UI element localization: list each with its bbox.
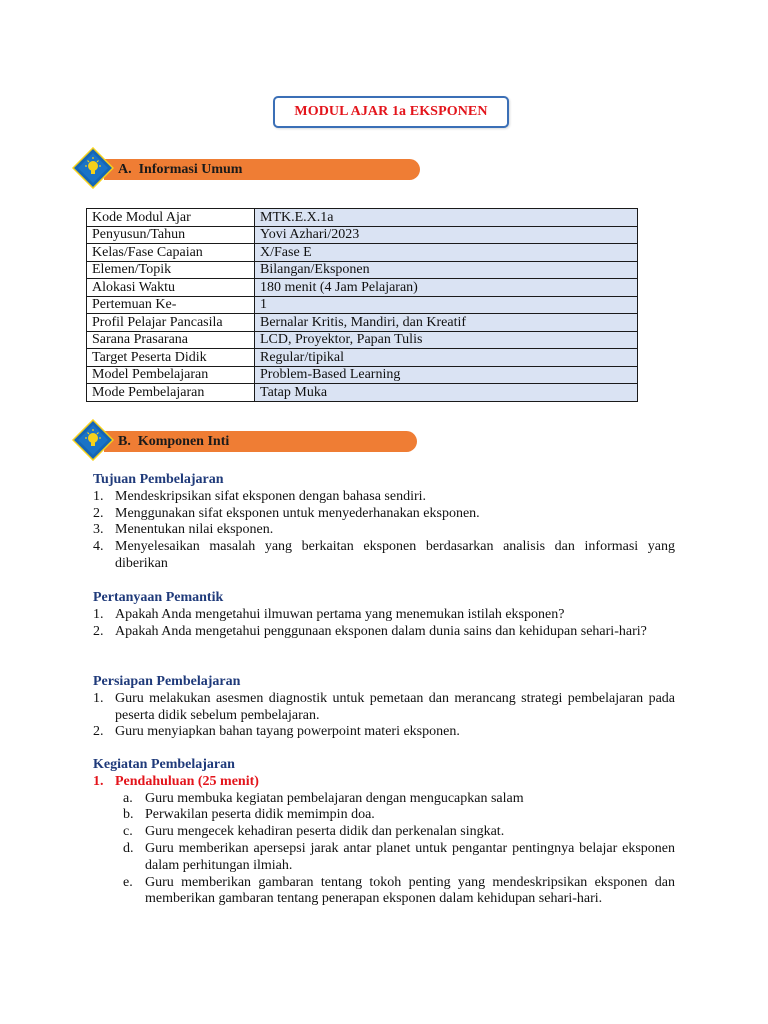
list-item-number: 1. bbox=[93, 690, 104, 706]
list-item bbox=[93, 807, 675, 824]
list-item bbox=[93, 607, 675, 624]
table-row bbox=[87, 209, 638, 227]
table-row bbox=[87, 384, 638, 402]
table-key-cell: Pertemuan Ke- bbox=[87, 296, 255, 314]
lightbulb-icon bbox=[72, 419, 114, 461]
list-item bbox=[93, 691, 675, 725]
persiapan-section bbox=[93, 674, 675, 741]
kegiatan-heading: Kegiatan Pembelajaran bbox=[93, 757, 235, 772]
list-item-number: 1. bbox=[93, 606, 104, 622]
section-a-header bbox=[70, 146, 420, 192]
table-value-cell: LCD, Proyektor, Papan Tulis bbox=[255, 331, 638, 349]
table-key-cell: Profil Pelajar Pancasila bbox=[87, 314, 255, 332]
list-item-text: Guru menyiapkan bahan tayang powerpoint materi eksponen. bbox=[115, 724, 460, 740]
list-item-number: 2. bbox=[93, 623, 104, 639]
tujuan-section bbox=[93, 472, 675, 573]
list-item-text: Guru memberikan apersepsi jarak antar planet untuk pengantar pentingnya belajar eksponen dalam perhitungan ilmiah. bbox=[145, 840, 675, 873]
list-item-text: Perwakilan peserta didik memimpin doa. bbox=[145, 807, 375, 823]
list-item bbox=[93, 841, 675, 875]
pendahuluan-list bbox=[93, 791, 675, 909]
section-b-header bbox=[70, 418, 417, 464]
list-item-number: a. bbox=[123, 790, 133, 806]
persiapan-heading: Persiapan Pembelajaran bbox=[93, 674, 241, 689]
pemantik-heading: Pertanyaan Pemantik bbox=[93, 590, 224, 605]
table-key-cell: Sarana Prasarana bbox=[87, 331, 255, 349]
tujuan-heading: Tujuan Pembelajaran bbox=[93, 472, 224, 487]
list-item bbox=[93, 875, 675, 909]
table-row bbox=[87, 261, 638, 279]
table-value-cell: MTK.E.X.1a bbox=[255, 209, 638, 227]
table-row bbox=[87, 296, 638, 314]
table-row bbox=[87, 314, 638, 332]
table-row bbox=[87, 366, 638, 384]
table-key-cell: Kelas/Fase Capaian bbox=[87, 244, 255, 262]
pendahuluan-heading bbox=[93, 774, 675, 791]
pemantik-list bbox=[93, 607, 675, 641]
table-row bbox=[87, 279, 638, 297]
list-item-number: 4. bbox=[93, 539, 104, 555]
list-item bbox=[93, 824, 675, 841]
table-key-cell: Elemen/Topik bbox=[87, 261, 255, 279]
list-item bbox=[93, 791, 675, 808]
kegiatan-section bbox=[93, 757, 675, 908]
table-value-cell: Yovi Azhari/2023 bbox=[255, 226, 638, 244]
table-value-cell: Problem-Based Learning bbox=[255, 366, 638, 384]
table-row bbox=[87, 226, 638, 244]
tujuan-list bbox=[93, 489, 675, 573]
list-item-text: Guru memberikan gambaran tentang tokoh penting yang mendeskripsikan eksponen dan memberikan gambaran tentang penerapan eksponen dalam kehidupan sehari-hari. bbox=[145, 874, 675, 907]
list-item-number: 2. bbox=[93, 724, 104, 740]
list-item-number: 2. bbox=[93, 505, 104, 521]
pendahuluan-label: Pendahuluan (25 menit) bbox=[115, 773, 259, 789]
list-item-number: b. bbox=[123, 807, 134, 823]
list-item-text: Guru mengecek kehadiran peserta didik dan perkenalan singkat. bbox=[145, 824, 505, 840]
table-value-cell: Tatap Muka bbox=[255, 384, 638, 402]
list-item bbox=[93, 724, 675, 741]
table-value-cell: Bernalar Kritis, Mandiri, dan Kreatif bbox=[255, 314, 638, 332]
module-title: MODUL AJAR 1a EKSPONEN bbox=[273, 96, 509, 128]
table-value-cell: X/Fase E bbox=[255, 244, 638, 262]
table-key-cell: Target Peserta Didik bbox=[87, 349, 255, 367]
lightbulb-icon bbox=[72, 147, 114, 189]
list-item-text: Guru melakukan asesmen diagnostik untuk pemetaan dan merancang strategi pembelajaran pada peserta didik sebelum pembelajaran. bbox=[115, 690, 675, 723]
list-item bbox=[93, 506, 675, 523]
table-row bbox=[87, 244, 638, 262]
list-item-text: Guru membuka kegiatan pembelajaran dengan mengucapkan salam bbox=[145, 790, 524, 806]
pendahuluan-number: 1. bbox=[93, 773, 104, 789]
section-a-label: A. Informasi Umum bbox=[118, 162, 243, 177]
list-item-number: 3. bbox=[93, 522, 104, 538]
list-item-text: Menentukan nilai eksponen. bbox=[115, 522, 274, 538]
list-item-text: Apakah Anda mengetahui ilmuwan pertama yang menemukan istilah eksponen? bbox=[115, 606, 565, 622]
list-item-number: d. bbox=[123, 840, 134, 856]
list-item bbox=[93, 539, 675, 573]
list-item-number: c. bbox=[123, 824, 133, 840]
list-item-text: Mendeskripsikan sifat eksponen dengan bahasa sendiri. bbox=[115, 488, 427, 504]
list-item bbox=[93, 522, 675, 539]
table-value-cell: Bilangan/Eksponen bbox=[255, 261, 638, 279]
table-value-cell: Regular/tipikal bbox=[255, 349, 638, 367]
table-key-cell: Penyusun/Tahun bbox=[87, 226, 255, 244]
list-item-number: 1. bbox=[93, 488, 104, 504]
table-key-cell: Kode Modul Ajar bbox=[87, 209, 255, 227]
list-item-number: e. bbox=[123, 874, 133, 890]
list-item-text: Menyelesaikan masalah yang berkaitan eksponen berdasarkan analisis dan informasi yang diberikan bbox=[115, 539, 675, 571]
table-row bbox=[87, 331, 638, 349]
table-key-cell: Mode Pembelajaran bbox=[87, 384, 255, 402]
table-value-cell: 1 bbox=[255, 296, 638, 314]
table-value-cell: 180 menit (4 Jam Pelajaran) bbox=[255, 279, 638, 297]
info-table bbox=[86, 208, 638, 402]
table-key-cell: Alokasi Waktu bbox=[87, 279, 255, 297]
list-item bbox=[93, 624, 675, 641]
pemantik-section bbox=[93, 590, 675, 640]
table-key-cell: Model Pembelajaran bbox=[87, 366, 255, 384]
section-b-label: B. Komponen Inti bbox=[118, 434, 230, 449]
table-row bbox=[87, 349, 638, 367]
persiapan-list bbox=[93, 691, 675, 741]
list-item bbox=[93, 489, 675, 506]
list-item-text: Apakah Anda mengetahui penggunaan eksponen dalam dunia sains dan kehidupan sehari-hari? bbox=[115, 623, 647, 639]
list-item-text: Menggunakan sifat eksponen untuk menyederhanakan eksponen. bbox=[115, 505, 480, 521]
